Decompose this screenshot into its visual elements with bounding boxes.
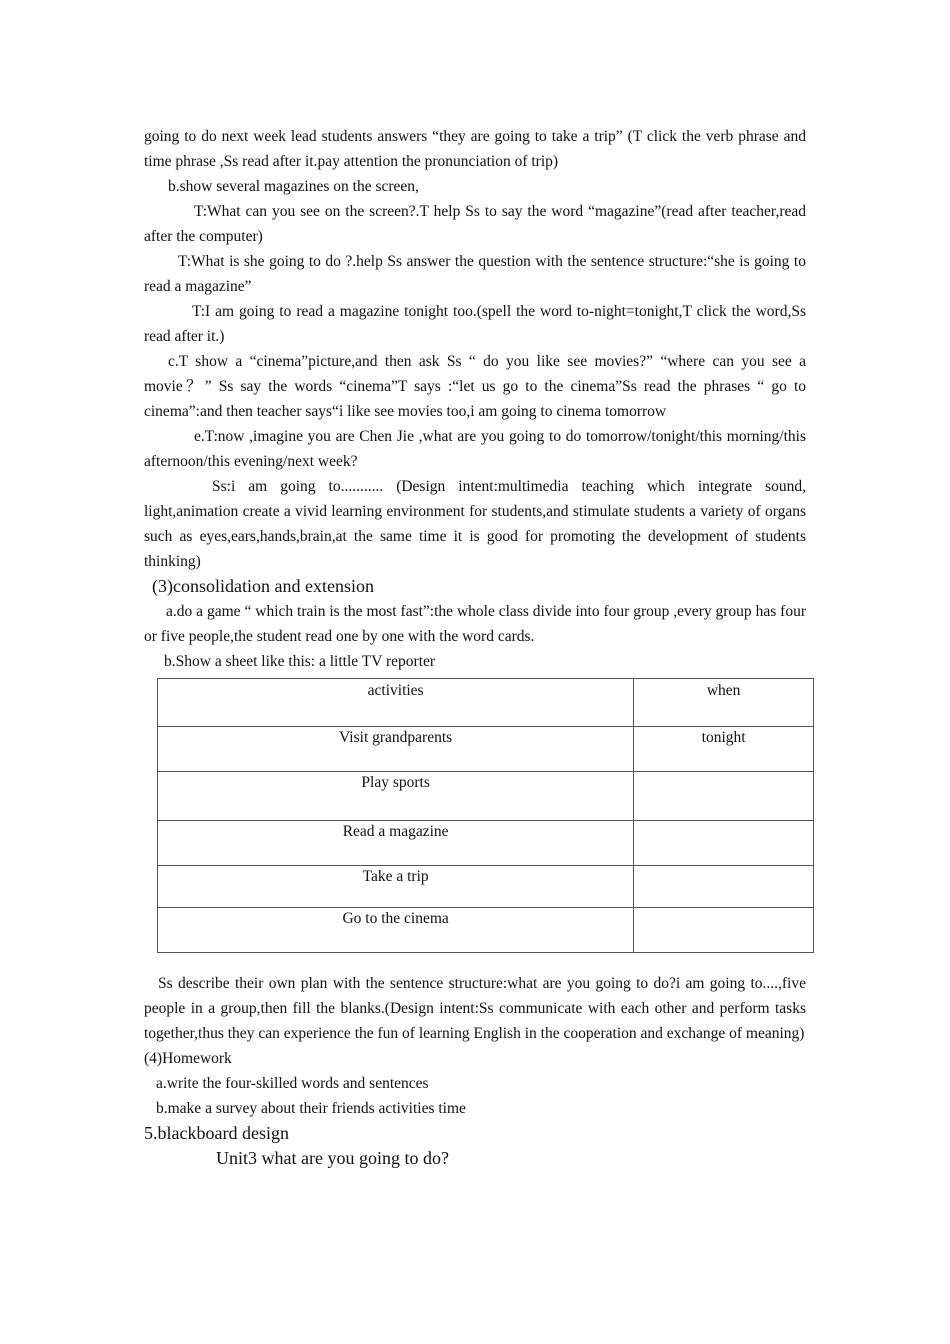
table-row: [158, 821, 814, 866]
when-cell: [634, 908, 814, 953]
when-cell: [634, 821, 814, 866]
blackboard-heading: 5.blackboard design: [144, 1123, 289, 1143]
paragraph-what-can-you-see: T:What can you see on the screen?.T help Ss to say the word “magazine”(read after teacher,read after the computer): [144, 203, 806, 245]
paragraph-b-magazines: b.show several magazines on the screen,: [168, 178, 419, 195]
table-row: [158, 727, 814, 772]
section-3-item-a: a.do a game “ which train is the most fast”:the whole class divide into four group ,every group has four or five people,the student read one by one with the word cards.: [144, 603, 806, 645]
section-3-heading: (3)consolidation and extension: [152, 576, 374, 596]
table-row: [158, 772, 814, 821]
section-3-item-b: b.Show a sheet like this: a little TV reporter: [164, 653, 436, 670]
activity-cell: Read a magazine: [158, 821, 634, 866]
when-cell: [634, 866, 814, 908]
activity-cell: Take a trip: [158, 866, 634, 908]
paragraph-describe-plan: Ss describe their own plan with the sentence structure:what are you going to do?i am going to....,five people in a group,then fill the blanks.(Design intent:Ss communicate with each other and perform tasks together,thus they can experience the fun of learning English in the cooperation and exchange of meaning): [144, 975, 806, 1042]
activity-cell: Visit grandparents: [158, 727, 634, 772]
paragraph-continuation: going to do next week lead students answers “they are going to take a trip” (T click the verb phrase and time phrase ,Ss read after it.pay attention the pronunciation of trip): [144, 128, 806, 170]
table-header-row: [158, 679, 814, 727]
table-row: [158, 866, 814, 908]
homework-item-a: a.write the four-skilled words and sentences: [156, 1075, 429, 1092]
activity-cell: Play sports: [158, 772, 634, 821]
tv-reporter-sheet: [157, 678, 814, 953]
table-row: [158, 908, 814, 953]
header-when: when: [634, 679, 814, 727]
paragraph-c-cinema: c.T show a “cinema”picture,and then ask Ss “ do you like see movies?” “where can you see a movie？” Ss say the words “cinema”T says :“let us go to the cinema”Ss read the phrases “ go to cinema”:and then teacher says“i like see movies too,i am going to cinema tomorrow: [144, 353, 806, 420]
document-body-after-table: [144, 971, 806, 1171]
when-cell: [634, 772, 814, 821]
header-activities: activities: [158, 679, 634, 727]
homework-heading: (4)Homework: [144, 1050, 232, 1067]
paragraph-e-imagine: e.T:now ,imagine you are Chen Jie ,what are you going to do tomorrow/tonight/this morning/this afternoon/this evening/next week?: [144, 428, 806, 470]
document-body: [144, 124, 806, 674]
homework-item-b: b.make a survey about their friends activities time: [156, 1100, 466, 1117]
activity-cell: Go to the cinema: [158, 908, 634, 953]
paragraph-what-is-she-doing: T:What is she going to do ?.help Ss answer the question with the sentence structure:“she is going to read a magazine”: [144, 253, 806, 295]
paragraph-read-magazine-tonight: T:I am going to read a magazine tonight too.(spell the word to-night=tonight,T click the word,Ss read after it.): [144, 303, 806, 345]
when-cell: tonight: [634, 727, 814, 772]
paragraph-ss-going-to: Ss:i am going to........... (Design intent:multimedia teaching which integrate sound, light,animation create a vivid learning environment for students,and stimulate students a variety of organs such as eyes,ears,hands,brain,at the same time it is good for promoting the development of students thinking): [144, 478, 806, 570]
blackboard-title: Unit3 what are you going to do?: [216, 1148, 449, 1168]
